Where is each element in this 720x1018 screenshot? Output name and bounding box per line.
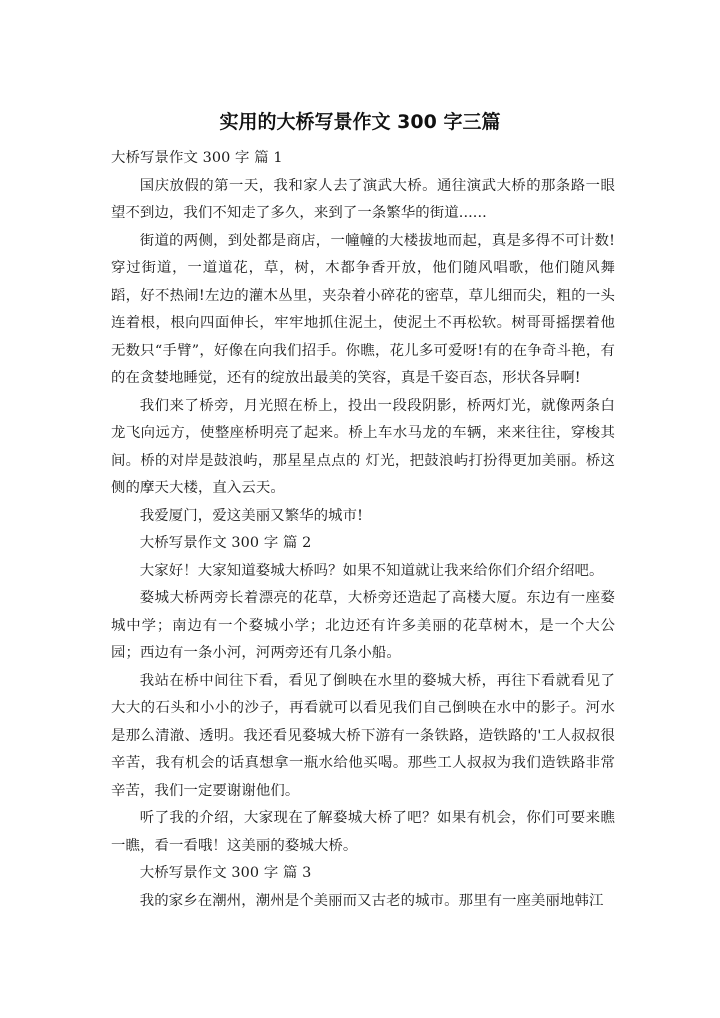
paragraph: 听了我的介绍，大家现在了解婺城大桥了吧？如果有机会，你们可要来瞧一瞧，看一看哦！这美丽的婺城大桥。 <box>111 810 615 854</box>
paragraph: 我爱厦门，爱这美丽又繁华的城市! <box>139 507 364 524</box>
section-heading: 大桥写景作文 300 字 篇 3 <box>139 865 312 881</box>
paragraph: 街道的两侧，到处都是商店，一幢幢的大楼拔地而起，真是多得不可计数!穿过街道，一道道花，草，树，木都争香开放，他们随风唱歌，他们随风舞蹈，好不热闹!左边的灌木丛里，夹杂着小碎花的密草，草儿细而尖，粗的一头连着根，根向四面伸长，牢牢地抓住泥土，使泥土不再松软。树哥哥摇摆着他无数只“手臂”，好像在向我们招手。你瞧，花儿多可爱呀!有的在争奇斗艳，有的在贪婪地睡觉，还有的绽放出最美的笑容，真是千姿百态，形状各异啊! <box>111 232 615 386</box>
section-heading: 大桥写景作文 300 字 篇 2 <box>139 535 312 551</box>
paragraph: 国庆放假的第一天，我和家人去了演武大桥。通往演武大桥的那条路一眼望不到边，我们不知走了多久，来到了一条繁华的街道...... <box>111 177 615 221</box>
document-title: 实用的大桥写景作文 300 字三篇 <box>219 111 501 133</box>
paragraph: 我站在桥中间往下看，看见了倒映在水里的婺城大桥，再往下看就看见了大大的石头和小小的沙子，再看就可以看见我们自己倒映在水中的影子。河水是那么清澈、透明。我还看见婺城大桥下游有一条铁路，造铁路的'工人叔叔很辛苦，我有机会的话真想拿一瓶水给他买喝。那些工人叔叔为我们造铁路非常辛苦，我们一定要谢谢他们。 <box>111 672 615 799</box>
paragraph: 我们来了桥旁，月光照在桥上，投出一段段阴影，桥两灯光，就像两条白龙飞向远方，使整座桥明亮了起来。桥上车水马龙的车辆，来来往往，穿梭其间。桥的对岸是鼓浪屿，那星星点点的 灯光，把鼓浪屿打扮得更加美丽。桥这侧的摩天大楼，直入云天。 <box>111 397 615 496</box>
paragraph: 大家好！大家知道婺城大桥吗？如果不知道就让我来给你们介绍介绍吧。 <box>139 562 604 579</box>
paragraph: 我的家乡在潮州，潮州是个美丽而又古老的城市。那里有一座美丽地韩江 <box>139 892 604 909</box>
document-body <box>111 145 615 915</box>
paragraph: 婺城大桥两旁长着漂亮的花草，大桥旁还造起了高楼大厦。东边有一座婺城中学；南边有一个婺城小学；北边还有许多美丽的花草树木，是一个大公园；西边有一条小河，河两旁还有几条小船。 <box>111 590 615 661</box>
section-heading: 大桥写景作文 300 字 篇 1 <box>111 150 283 166</box>
